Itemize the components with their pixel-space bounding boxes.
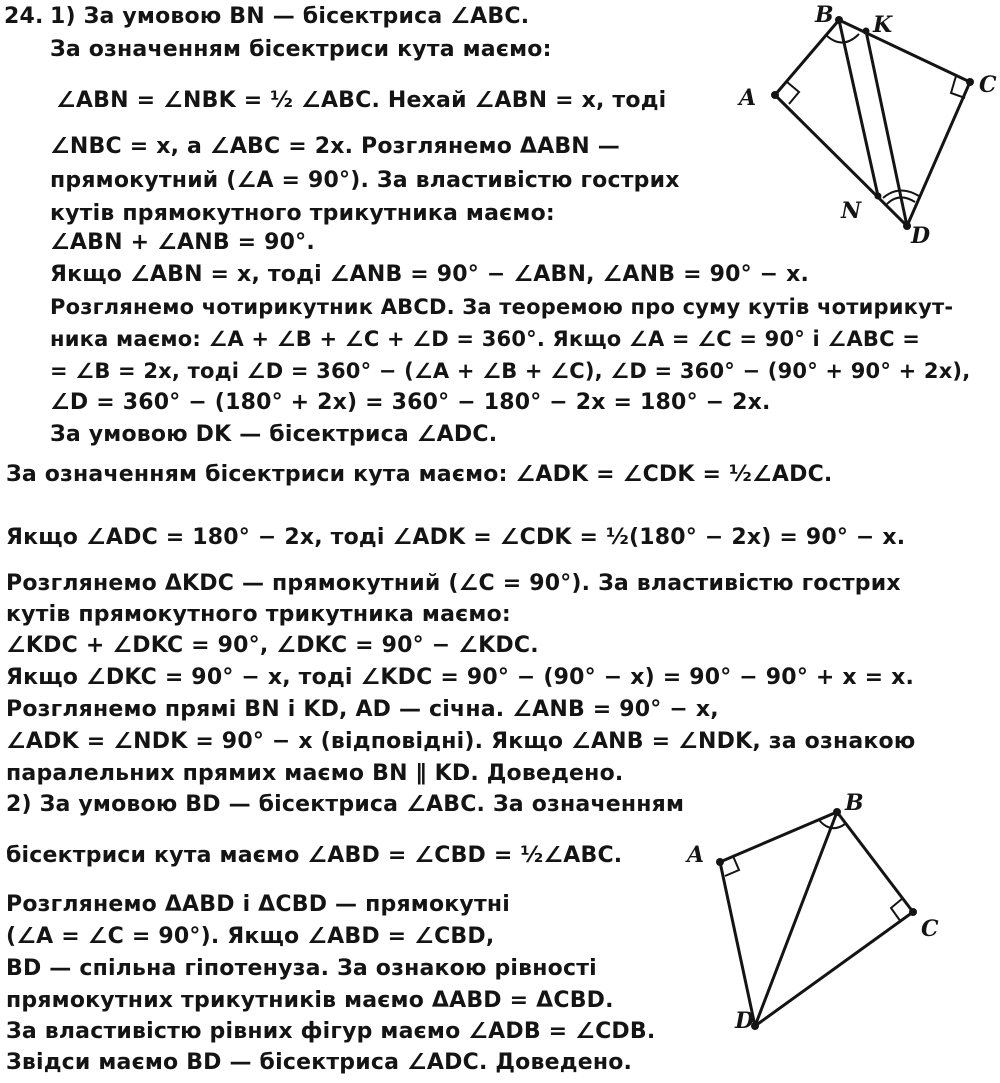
right-angle-a	[787, 82, 799, 104]
label-c2: C	[921, 916, 939, 942]
text-line: бісектриси кута маємо ∠ABD = ∠CBD = ½∠ABC.	[6, 843, 623, 868]
label-d2: D	[735, 1008, 755, 1034]
text-line: За означенням бісектриси кута маємо: ∠ADK = ∠CDK = ½∠ADC.	[6, 462, 833, 487]
text-line: Якщо ∠DKC = 90° − x, тоді ∠KDC = 90° − (90° − x) = 90° − 90° + x = x.	[6, 665, 915, 690]
label-d: D	[911, 223, 931, 249]
text-line: прямокутних трикутників маємо ΔABD = ΔCBD.	[6, 988, 614, 1013]
text-line: кутів прямокутного трикутника маємо:	[6, 602, 511, 627]
text-line: (∠A = ∠C = 90°). Якщо ∠ABD = ∠CBD,	[6, 924, 495, 949]
problem-number: 24.	[4, 4, 44, 29]
figure2-outline	[720, 812, 913, 1026]
text-line: ∠NBC = x, а ∠ABC = 2x. Розглянемо ΔABN —	[50, 134, 620, 159]
label-n: N	[841, 198, 862, 224]
text-line: Звідси маємо BD — бісектриса ∠ADC. Доведено.	[6, 1050, 633, 1075]
text-line: За умовою DK — бісектриса ∠ADC.	[50, 422, 498, 447]
part2-heading: 2) За умовою BD — бісектриса ∠ABC. За означенням	[6, 792, 685, 817]
text-line: Якщо ∠ADC = 180° − 2x, тоді ∠ADK = ∠CDK = ½(180° − 2x) = 90° − x.	[6, 525, 906, 550]
text-line: За властивістю рівних фігур маємо ∠ADB = ∠CDB.	[6, 1019, 656, 1044]
figure-2-quadrilateral	[685, 790, 975, 1050]
text-line: паралельних прямих маємо BN ∥ KD. Доведено.	[6, 761, 624, 786]
text-line: кутів прямокутного трикутника маємо:	[50, 201, 555, 226]
text-line: ∠ABN = ∠NBK = ½ ∠ABC. Нехай ∠ABN = x, тоді	[56, 88, 667, 113]
text-line: = ∠B = 2x, тоді ∠D = 360° − (∠A + ∠B + ∠C), ∠D = 360° − (90° + 90° + 2x),	[50, 359, 971, 383]
label-a: A	[739, 85, 757, 111]
text-line: ника маємо: ∠A + ∠B + ∠C + ∠D = 360°. Якщо ∠A = ∠C = 90° і ∠ABC =	[50, 327, 921, 351]
label-b2: B	[845, 790, 864, 816]
right-angle-c2	[891, 898, 903, 922]
text-line: За означенням бісектриси кута маємо:	[50, 37, 552, 62]
text-line: Якщо ∠ABN = x, тоді ∠ANB = 90° − ∠ABN, ∠ANB = 90° − x.	[50, 262, 810, 287]
text-line: ∠D = 360° − (180° + 2x) = 360° − 180° − 2x = 180° − 2x.	[50, 390, 771, 415]
part1-heading: 1) За умовою BN — бісектриса ∠ABC.	[50, 4, 530, 29]
text-line: ∠ABN + ∠ANB = 90°.	[50, 230, 315, 255]
figure-1-quadrilateral	[735, 0, 997, 249]
label-k: K	[873, 12, 893, 38]
text-line: ∠KDC + ∠DKC = 90°, ∠DKC = 90° − ∠KDC.	[6, 633, 539, 658]
text-line: прямокутний (∠A = 90°). За властивістю гострих	[50, 168, 680, 193]
text-line: ∠ADK = ∠NDK = 90° − x (відповідні). Якщо ∠ANB = ∠NDK, за ознакою	[6, 729, 916, 754]
label-a2: A	[687, 842, 705, 868]
diagonal-bd	[755, 812, 837, 1026]
text-line: Розглянемо ΔKDC — прямокутний (∠C = 90°). За властивістю гострих	[6, 571, 901, 596]
label-c: C	[979, 72, 997, 98]
text-line: Розглянемо чотирикутник ABCD. За теоремою про суму кутів чотирикут-	[50, 295, 954, 319]
figure1-outline	[775, 20, 970, 226]
text-line: Розглянемо ΔABD і ΔCBD — прямокутні	[6, 892, 511, 917]
text-line: BD — спільна гіпотенуза. За ознакою рівності	[6, 956, 597, 981]
label-b: B	[815, 2, 834, 28]
text-line: Розглянемо прямі BN і KD, AD — січна. ∠ANB = 90° − x,	[6, 697, 719, 722]
bisector-bn	[839, 20, 878, 196]
